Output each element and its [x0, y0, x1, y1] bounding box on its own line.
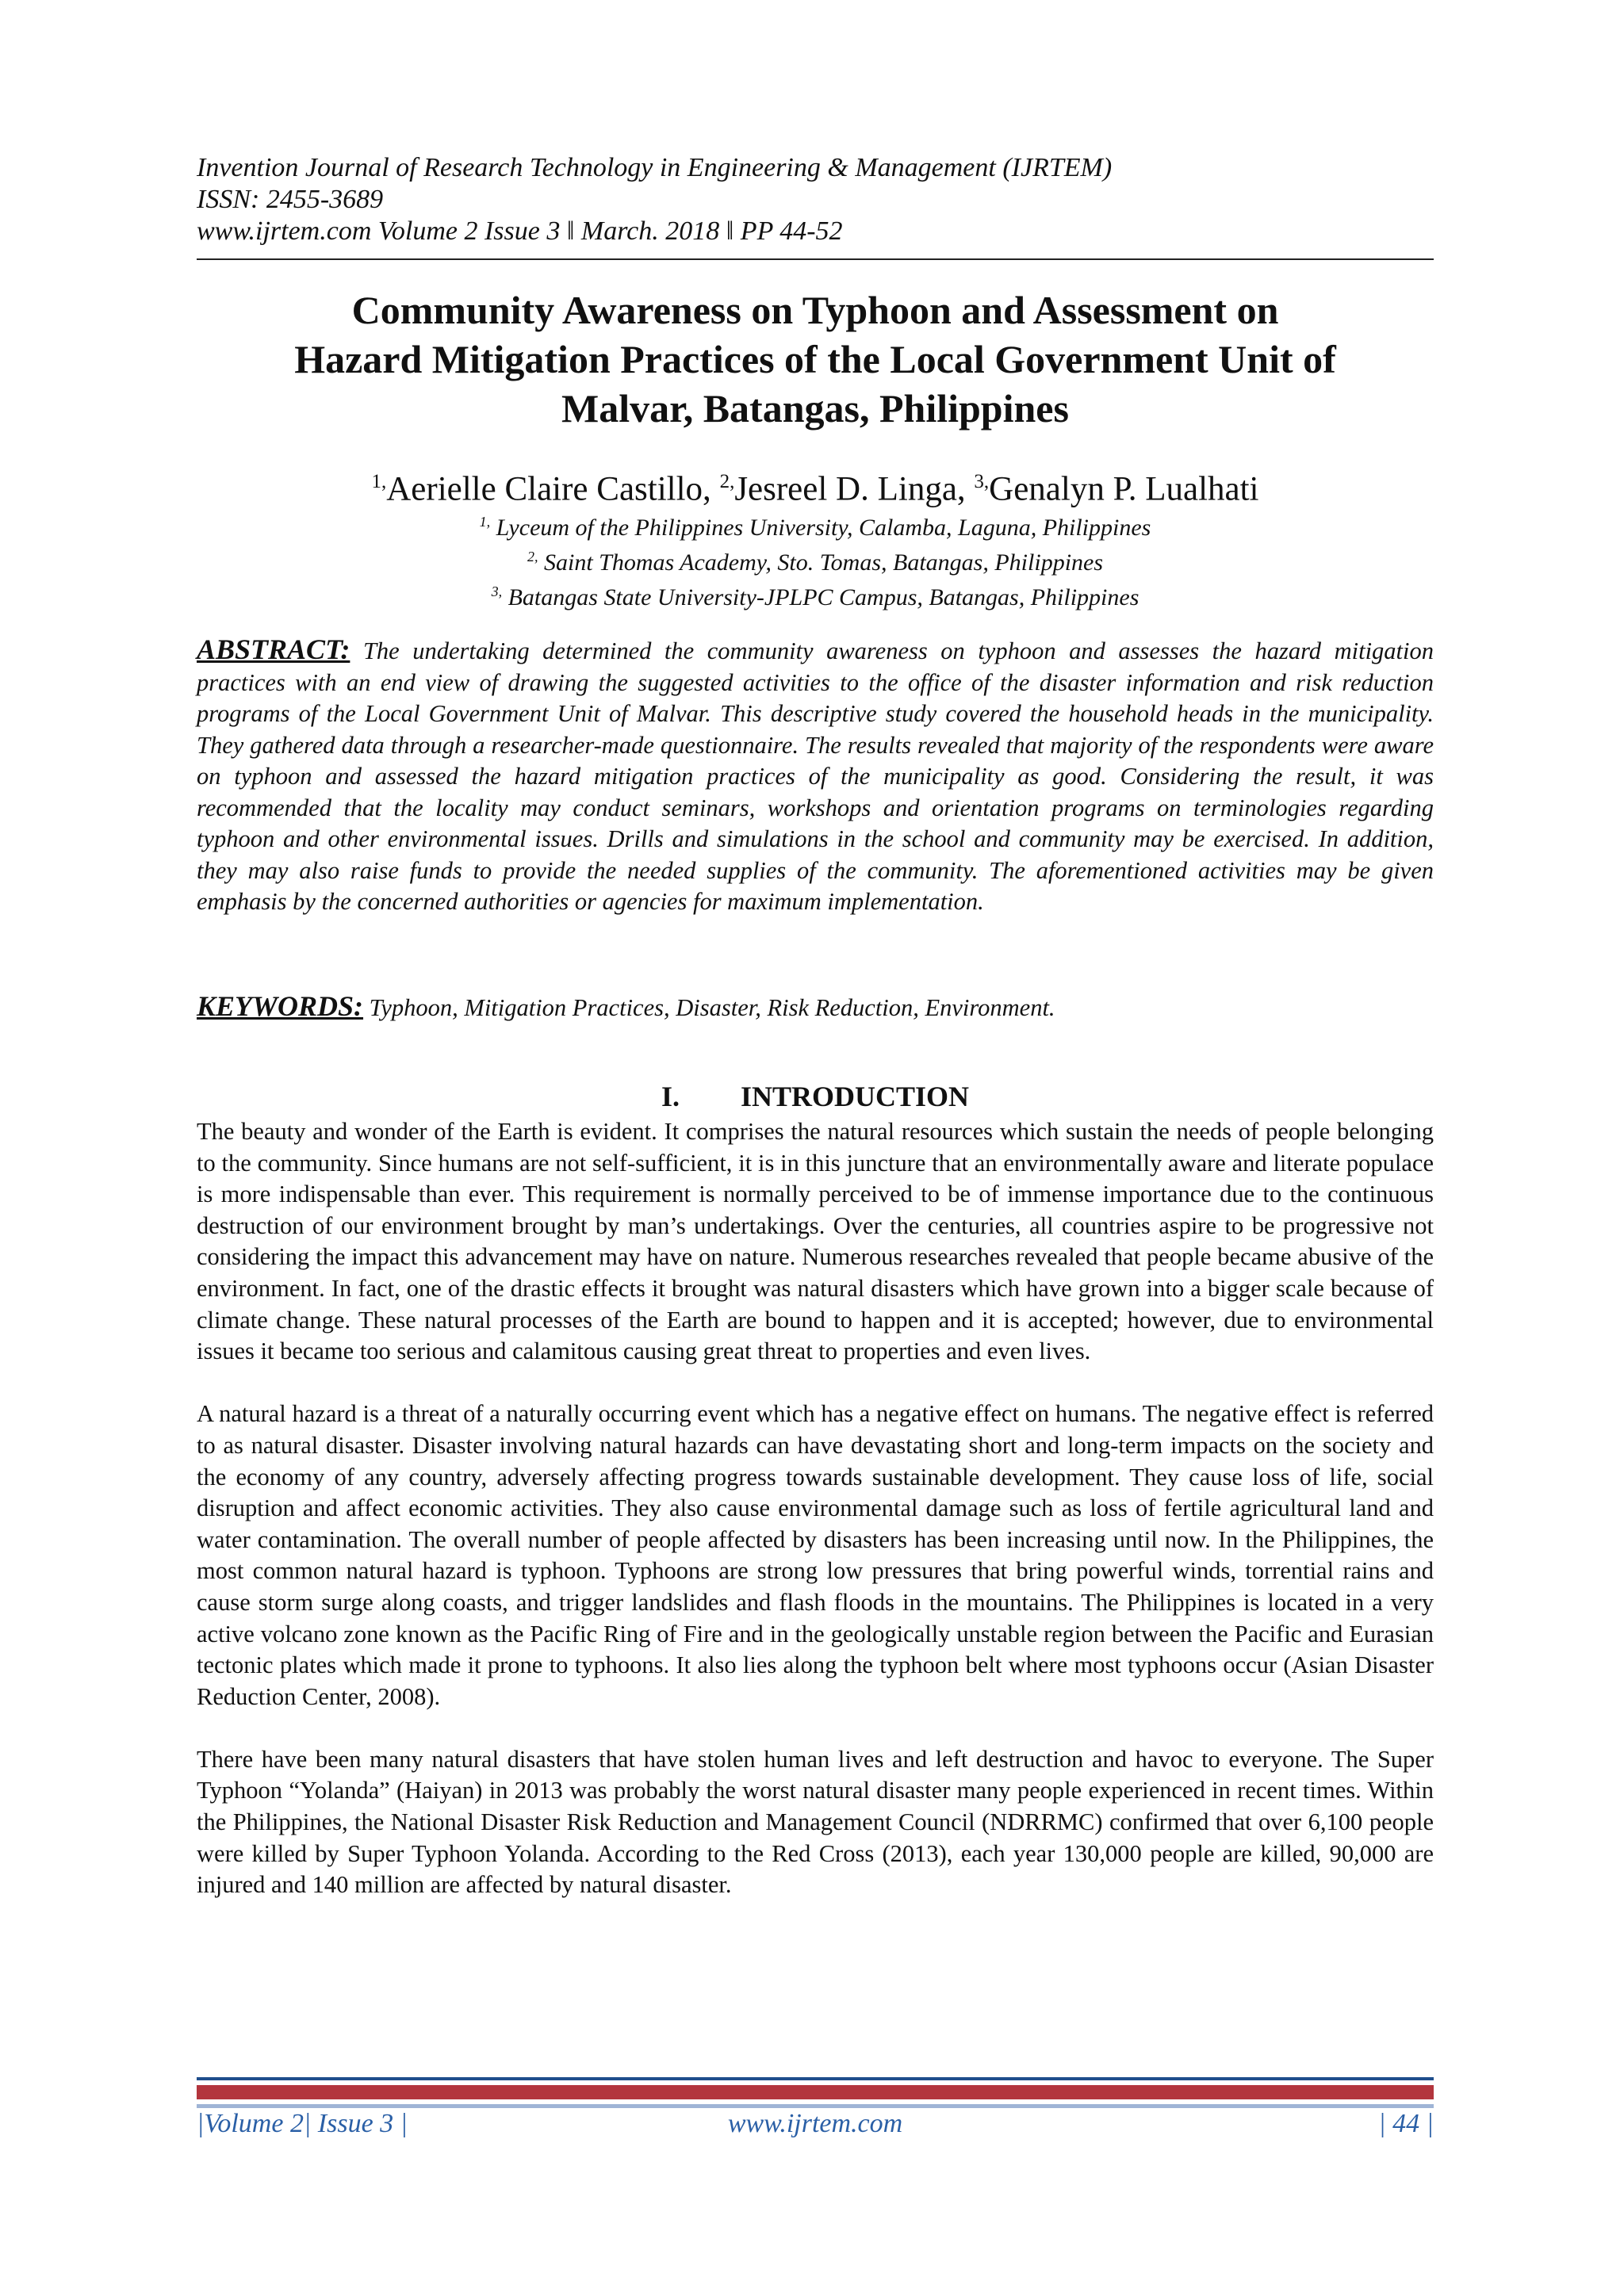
- title-line: Community Awareness on Typhoon and Assessment on: [351, 288, 1279, 332]
- section-number: I.: [661, 1081, 680, 1112]
- footer-website: www.ijrtem.com: [727, 2109, 903, 2138]
- affiliation-text: Lyceum of the Philippines University, Calamba, Laguna, Philippines: [496, 515, 1151, 541]
- author-name: Jesreel D. Linga,: [734, 470, 966, 508]
- affiliation-marker: 1,: [479, 514, 491, 530]
- section-heading: [197, 1080, 1434, 1113]
- affiliation-list: [197, 507, 1434, 612]
- affiliation: [197, 577, 1434, 612]
- author-marker: 3,: [974, 471, 990, 492]
- body-paragraph: There have been many natural disasters that have stolen human lives and left destruction and havoc to everyone. The Super Typhoon “Yolanda” (Haiyan) in 2013 was probably the worst natural disaster many people experienced in recent times. Within the Philippines, the National Disaster Risk Reduction and Management Council (NDRRMC) confirmed that over 6,100 people were killed by Super Typhoon Yolanda. According to the Red Cross (2013), each year 130,000 people are killed, 90,000 are injured and 140 million are affected by natural disaster.: [197, 1745, 1434, 1899]
- footer-page-number: | 44 |: [1378, 2109, 1434, 2138]
- paper-title: [197, 285, 1434, 433]
- section-title: INTRODUCTION: [740, 1081, 970, 1112]
- affiliation-text: Batangas State University-JPLPC Campus, Batangas, Philippines: [508, 584, 1139, 610]
- abstract-label: ABSTRACT:: [197, 633, 350, 665]
- affiliation: [197, 542, 1434, 577]
- author-marker: 2,: [719, 471, 735, 492]
- affiliation-marker: 2,: [527, 549, 538, 564]
- abstract: [197, 634, 1434, 918]
- keywords-label: KEYWORDS:: [197, 990, 364, 1022]
- affiliation: [197, 507, 1434, 542]
- affiliation-marker: 3,: [491, 584, 503, 599]
- journal-name: Invention Journal of Research Technology in Engineering & Management (IJRTEM): [197, 153, 1113, 182]
- author-name: Aerielle Claire Castillo,: [386, 470, 711, 508]
- keywords-text: Typhoon, Mitigation Practices, Disaster, Risk Reduction, Environment.: [369, 994, 1055, 1021]
- author-marker: 1,: [371, 471, 387, 492]
- title-line: Malvar, Batangas, Philippines: [561, 386, 1069, 430]
- footer-volume: |Volume 2| Issue 3 |: [197, 2109, 408, 2138]
- journal-header: [197, 152, 1434, 247]
- author-name: Genalyn P. Lualhati: [989, 470, 1259, 508]
- body-paragraph: The beauty and wonder of the Earth is evident. It comprises the natural resources which sustain the needs of people belonging to the community. Since humans are not self-sufficient, it is in this juncture that an environmentally aware and literate populace is more indispensable than ever. This requirement is normally perceived to be of immense importance due to the continuous destruction of our environment brought by man’s undertakings. Over the centuries, all countries aspire to be progressive not considering the impact this advancement may have on nature. Numerous researches revealed that people became abusive of the environment. In fact, one of the drastic effects it brought was natural disasters which have grown into a bigger scale because of climate change. These natural processes of the Earth are bound to happen and it is accepted; however, due to environmental issues it became too serious and calamitous causing great threat to properties and even lives.: [197, 1118, 1434, 1365]
- introduction-body: [197, 1116, 1434, 1932]
- title-line: Hazard Mitigation Practices of the Local Government Unit of: [294, 337, 1336, 381]
- journal-issn: ISSN: 2455-3689: [197, 185, 384, 214]
- author-list: [197, 461, 1434, 510]
- header-divider: [197, 258, 1434, 260]
- page-footer: [197, 2109, 1434, 2141]
- affiliation-text: Saint Thomas Academy, Sto. Tomas, Batangas, Philippines: [543, 549, 1104, 576]
- journal-issue: www.ijrtem.com Volume 2 Issue 3 ‖ March. 2018 ‖ PP 44-52: [197, 216, 843, 246]
- body-paragraph: A natural hazard is a threat of a naturally occurring event which has a negative effect on humans. The negative effect is referred to as natural disaster. Disaster involving natural hazards can have devastating short and long-term impacts on the society and the economy of any country, adversely affecting progress towards sustainable development. They cause loss of life, social disruption and affect economic activities. They also cause environmental damage such as loss of fertile agricultural land and water contamination. The overall number of people affected by disasters has been increasing until now. In the Philippines, the most common natural hazard is typhoon. Typhoons are strong low pressures that bring powerful winds, torrential rains and cause storm surge along coasts, and trigger landslides and flash floods in the mountains. The Philippines is located in a very active volcano zone known as the Pacific Ring of Fire and in the geologically unstable region between the Pacific and Eurasian tectonic plates which made it prone to typhoons. It also lies along the typhoon belt where most typhoons occur (Asian Disaster Reduction Center, 2008).: [197, 1400, 1434, 1710]
- keywords: [197, 991, 1434, 1024]
- footer-divider: [197, 2085, 1434, 2099]
- abstract-text: The undertaking determined the community awareness on typhoon and assesses the hazard mitigation practices with an end view of drawing the suggested activities to the office of the disaster information and risk reduction programs of the Local Government Unit of Malvar. This descriptive study covered the household heads in the municipality. They gathered data through a researcher-made questionnaire. The results revealed that majority of the respondents were aware on typhoon and assessed the hazard mitigation practices of the municipality as good. Considering the result, it was recommended that the locality may conduct seminars, workshops and orientation programs on terminologies regarding typhoon and other environmental issues. Drills and simulations in the school and community may be exercised. In addition, they may also raise funds to provide the needed supplies of the community. The aforementioned activities may be given emphasis by the concerned authorities or agencies for maximum implementation.: [197, 637, 1434, 915]
